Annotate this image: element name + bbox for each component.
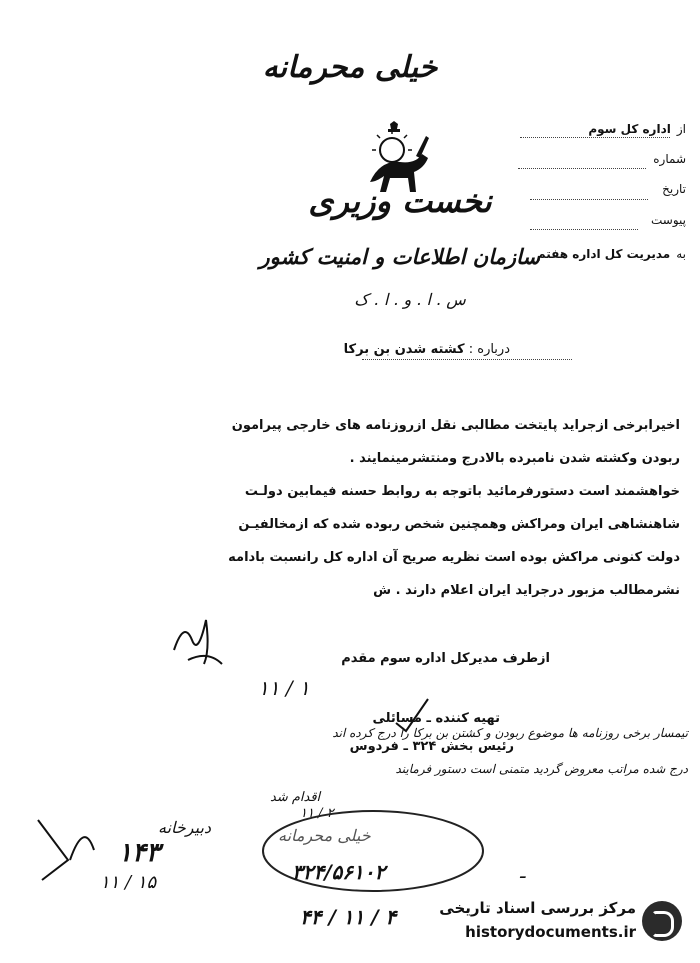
handwritten-note: اقدام شد [270,790,321,805]
stamp-mark: ـ [520,862,526,883]
watermark [420,893,688,951]
subject-label: درباره : [468,342,510,357]
oval-stamp-number: ۳۲۴/۵۶۱۰۲ [292,860,386,884]
registration-scribble [30,810,100,890]
archive-logo-icon [642,901,682,941]
to-label: به [676,247,686,261]
subject-line [344,342,510,357]
signature-scribble [168,610,228,680]
oval-stamp-title: خیلی محرمانه [278,826,371,845]
office-title: نخست وزیری [308,182,492,220]
section-head-line: رئیس بخش ۳۲۴ ـ فردوس [349,739,514,754]
meta-number-row [506,152,686,172]
signature-line: ازطرف مدیرکل اداره سوم مقدم [341,651,550,666]
subject-value: کشته شدن بن برکا [343,342,465,357]
registration-date: ۱۱ / ۱۵ [100,872,157,893]
meta-from-row [506,122,686,142]
body-line: دولت کنونی مراکش بوده است نظریه صریح آن اداره کل رانسبت بادامه [228,550,680,565]
handwritten-note: درج شده مراتب معروض گردید متمنی است دستور فرمایند [395,762,688,776]
handwritten-note: تیمسار برخی روزنامه ها موضوع ربودن و کشتن بن برکا را درج کرده اند [332,726,688,740]
watermark-title: مرکز بررسی اسناد تاریخی [439,899,636,917]
to-value: مدیریت کل اداره هفتم [536,247,671,261]
meta-attachment-row [506,213,686,233]
dotted-rule [518,167,646,169]
number-label: شماره [653,152,686,166]
classification-stamp: خیلی محرمانه [262,50,438,85]
signature-date: ۱۱ / ۱ [258,676,310,700]
body-line: اخیرابرخی ازجراید پایتخت مطالبی نقل ازروزنامه های خارجی پیرامون [231,418,680,433]
body-line: نشرمطالب مزبور درجراید ایران اعلام دارند . ش [373,583,680,598]
watermark-url: historydocuments.ir [465,923,636,941]
bottom-date: ۴۴ / ۱۱ / ۴ [300,905,397,929]
date-label: تاریخ [662,182,686,196]
dotted-rule [520,136,670,138]
organization-abbreviation: س . ا . و . ا . ک [354,290,466,309]
meta-to-row [486,247,686,267]
body-line: ربودن وکشته شدن نامبرده بالادرج ومنتشرمینمایند . [349,451,680,466]
dotted-rule [530,198,648,200]
organization-title: سازمان اطلاعات و امنیت کشور [259,244,540,269]
body-line: خواهشمند است دستورفرمائید باتوجه به روابط حسنه فیمابین دولـت [244,484,680,499]
attachment-label: پیوست [651,213,686,227]
dotted-rule [362,358,572,360]
preparer-line: تهیه کننده ـ مسائلی [372,711,500,726]
dotted-rule [530,228,638,230]
from-value: اداره کل سوم [588,122,671,136]
registration-label: دبیرخانه [158,818,212,837]
registration-number: ۱۴۳ [118,838,160,868]
body-line: شاهنشاهی ایران ومراکش وهمچنین شخص ربوده شده که ازمخالفیـن [238,517,680,532]
handwritten-date: ۱۱ / ۲ [300,806,334,821]
from-label: از [676,122,686,136]
